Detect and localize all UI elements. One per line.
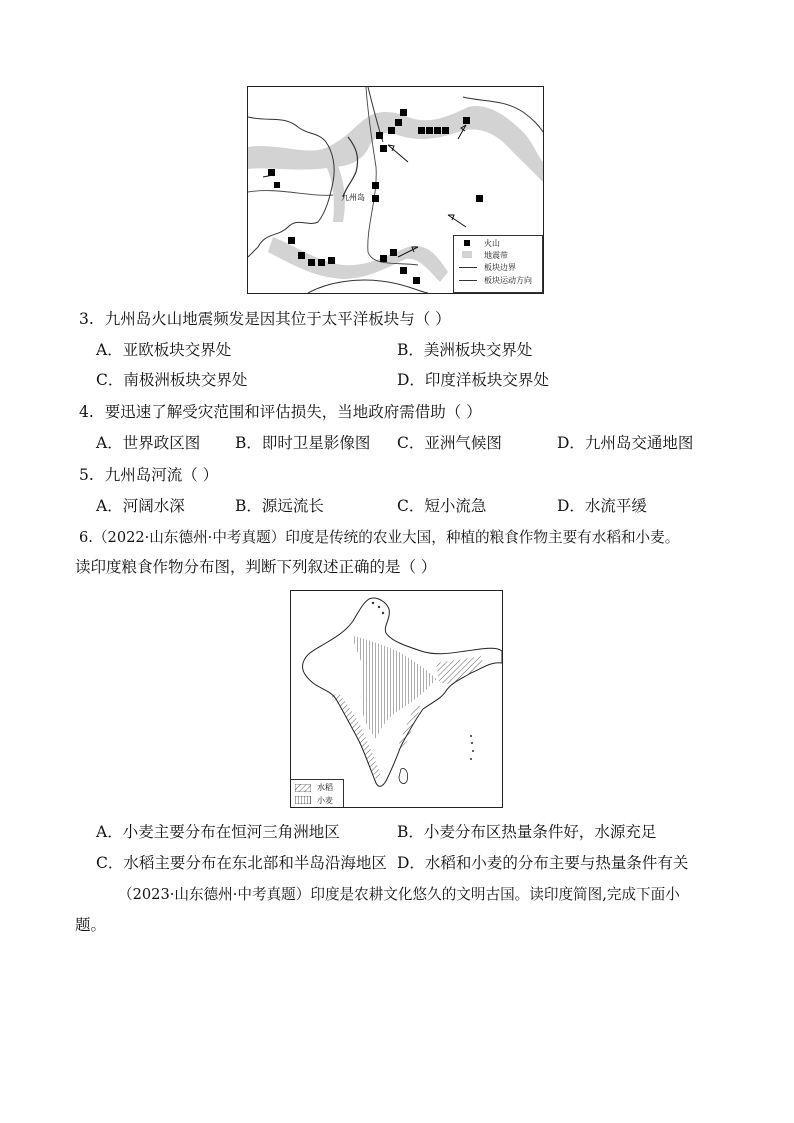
q3-option-b[interactable]: B．美洲板块交界处 <box>397 341 533 359</box>
legend-rice: 水稻 <box>317 783 333 792</box>
question-stem: 九州岛火山地震频发是因其位于太平洋板块与（ ） <box>104 310 451 328</box>
q6-option-d[interactable]: D．水稻和小麦的分布主要与热量条件有关 <box>397 854 689 872</box>
question-stem: 九州岛河流（ ） <box>104 466 219 484</box>
question-number: 5. <box>79 466 94 484</box>
andaman-islands <box>470 735 474 760</box>
india-crop-map-figure <box>290 590 503 808</box>
intro-line2: 题。 <box>75 916 107 934</box>
question-stem-line1: （2022·山东德州·中考真题）印度是传统的农业大国，种植的粮食作物主要有水稻和小麦。 <box>92 529 680 546</box>
q4-option-b[interactable]: B．即时卫星影像图 <box>235 434 371 452</box>
q4-option-a[interactable]: A．世界政区图 <box>96 434 201 452</box>
legend-wheat: 小麦 <box>317 796 333 805</box>
question-6-line2: 读印度粮食作物分布图，判断下列叙述正确的是（ ） <box>75 558 437 576</box>
q5-option-d[interactable]: D．水流平缓 <box>557 497 647 515</box>
q5-option-a[interactable]: A．河阔水深 <box>96 497 185 515</box>
q4-option-d[interactable]: D．九州岛交通地图 <box>557 434 694 452</box>
india-crop-map <box>291 591 502 807</box>
q5-option-c[interactable]: C．短小流急 <box>397 497 487 515</box>
volcano-legend-icon <box>464 240 470 246</box>
question-3 <box>79 309 451 329</box>
q3-option-d[interactable]: D．印度洋板块交界处 <box>397 371 549 389</box>
question-number: 4. <box>79 403 94 421</box>
question-5 <box>79 465 218 485</box>
arrow-legend-line <box>459 280 477 281</box>
boundary-legend-line <box>459 267 477 268</box>
q3-option-a[interactable]: A．亚欧板块交界处 <box>96 341 232 359</box>
intro-line1: （2023·山东德州·中考真题）印度是农耕文化悠久的文明古国。读印度简图,完成下面小 <box>118 886 680 903</box>
plate-boundary-2 <box>248 191 333 196</box>
legend-plate-motion: 板块运动方向 <box>484 276 532 285</box>
rice-legend-swatch <box>295 784 311 792</box>
plate-map-legend <box>453 235 543 293</box>
question-6 <box>79 528 679 548</box>
question-number: 3. <box>79 310 94 328</box>
kyushu-label: 九州岛 <box>341 193 365 202</box>
seismic-belt <box>248 106 543 182</box>
q6-option-a[interactable]: A．小麦主要分布在恒河三角洲地区 <box>96 823 340 841</box>
q6-option-b[interactable]: B．小麦分布区热量条件好，水源充足 <box>397 823 657 841</box>
legend-volcano: 火山 <box>484 239 500 248</box>
crop-map-legend <box>291 779 344 808</box>
q6-option-c[interactable]: C．水稻主要分布在东北部和半岛沿海地区 <box>96 854 387 872</box>
q5-option-b[interactable]: B．源远流长 <box>235 497 324 515</box>
question-stem: 要迅速了解受灾范围和评估损失，当地政府需借助（ ） <box>104 403 482 421</box>
plate-map-figure <box>247 86 544 294</box>
q3-option-c[interactable]: C．南极洲板块交界处 <box>96 371 248 389</box>
asia-coastline <box>248 117 334 257</box>
legend-plate-boundary: 板块边界 <box>484 263 516 272</box>
question-4 <box>79 402 482 422</box>
australia-coast <box>308 280 428 293</box>
wheat-legend-swatch <box>295 796 311 804</box>
seismic-legend-swatch <box>462 251 472 258</box>
q4-option-c[interactable]: C．亚洲气候图 <box>397 434 502 452</box>
question-number: 6. <box>79 529 93 546</box>
sri-lanka <box>399 769 408 784</box>
legend-seismic-belt: 地震带 <box>484 251 508 260</box>
